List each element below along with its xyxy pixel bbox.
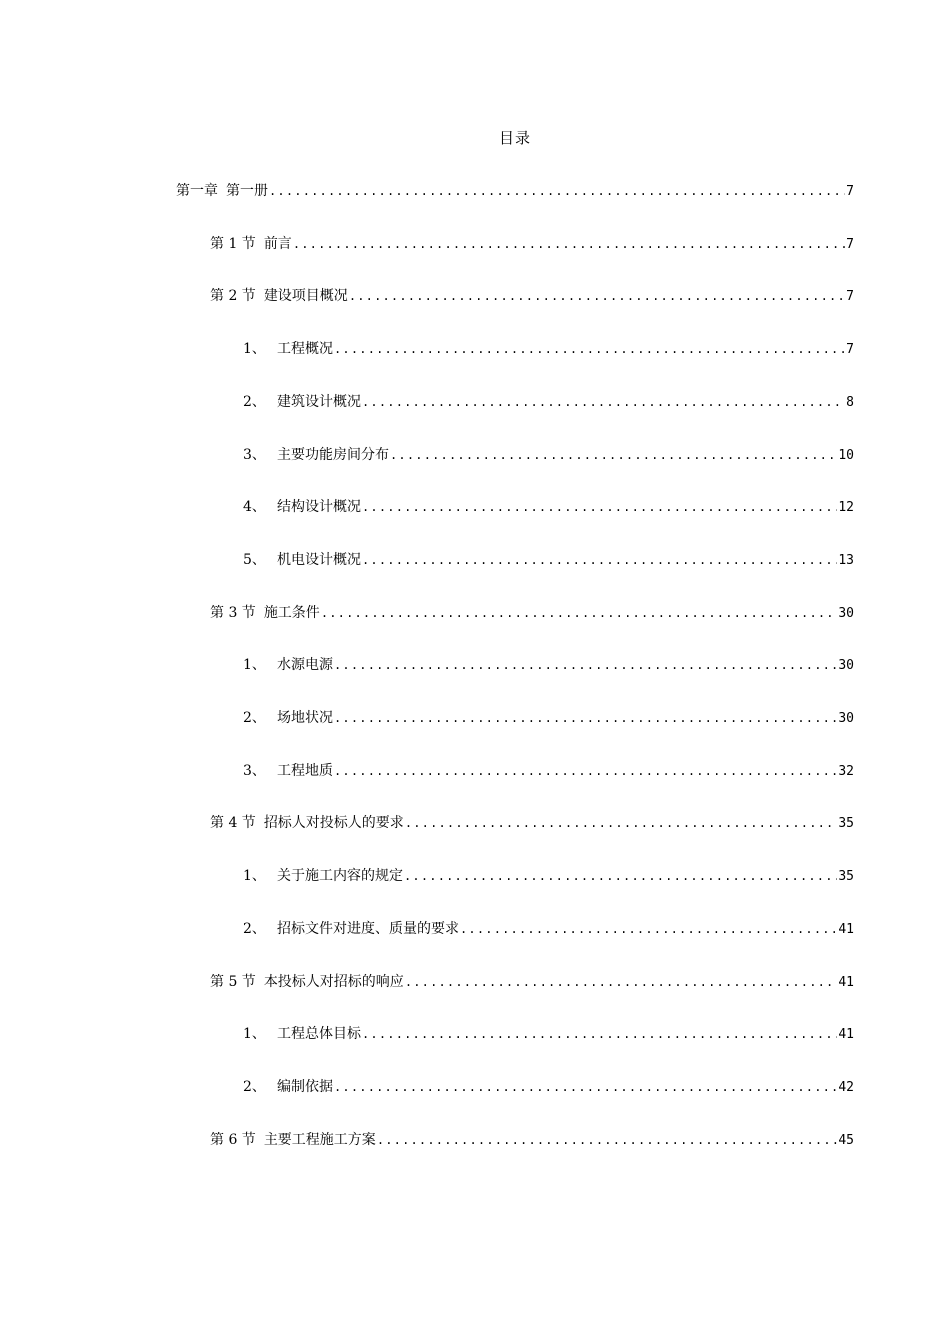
toc-entry[interactable] [210, 233, 854, 255]
toc-entry-number: 5、 [243, 552, 266, 568]
toc-entry[interactable] [210, 1129, 854, 1151]
toc-entry-number: 第 5 节 [210, 974, 256, 990]
toc-entry-title: 工程地质 [277, 763, 333, 779]
toc-entry-title: 主要功能房间分布 [277, 447, 389, 463]
toc-entry[interactable] [210, 971, 854, 993]
toc-page-number: 41 [838, 1027, 854, 1042]
toc-entry-number: 第 6 节 [210, 1132, 256, 1148]
toc-entry-title: 水源电源 [277, 657, 333, 673]
toc-dot-leader [334, 654, 837, 676]
toc-entry[interactable] [243, 654, 854, 676]
toc-page-number: 7 [846, 289, 854, 304]
toc-entry-title: 工程概况 [277, 341, 333, 357]
toc-dot-leader [362, 549, 837, 571]
toc-entry[interactable] [210, 812, 854, 834]
toc-page-number: 30 [838, 658, 854, 673]
toc-entry-number: 1、 [243, 1026, 266, 1042]
toc-page-number: 10 [838, 448, 854, 463]
toc-dot-leader [269, 180, 845, 202]
toc-page-number: 35 [838, 816, 854, 831]
toc-page-number: 41 [838, 922, 854, 937]
toc-page-number: 7 [846, 237, 854, 252]
toc-dot-leader [334, 760, 837, 782]
toc-entry-number: 第 4 节 [210, 815, 256, 831]
toc-dot-leader [362, 391, 845, 413]
toc-entry-number: 第 1 节 [210, 236, 256, 252]
toc-entry-number: 2、 [243, 1079, 266, 1095]
toc-entry-number: 2、 [243, 710, 266, 726]
toc-entry-title: 主要工程施工方案 [263, 1132, 376, 1148]
toc-entry-number: 2、 [243, 394, 266, 410]
toc-entry[interactable] [243, 865, 854, 887]
toc-entry-number: 4、 [243, 499, 266, 515]
toc-dot-leader [460, 918, 837, 940]
toc-entry[interactable] [210, 602, 854, 624]
toc-entry[interactable] [243, 496, 854, 518]
toc-entry-title: 建筑设计概况 [277, 394, 361, 410]
toc-entry-title: 关于施工内容的规定 [277, 868, 403, 884]
toc-entry-title: 前言 [263, 236, 292, 252]
toc-entry-title: 招标人对投标人的要求 [263, 815, 404, 831]
toc-dot-leader [362, 496, 837, 518]
toc-dot-leader [293, 233, 845, 255]
toc-entry-number: 第一章 [176, 183, 218, 199]
toc-entry[interactable] [210, 285, 854, 307]
toc-dot-leader [404, 865, 837, 887]
toc-page-number: 13 [838, 553, 854, 568]
toc-page-number: 41 [838, 975, 854, 990]
toc-page-number: 30 [838, 711, 854, 726]
toc-entry-number: 第 2 节 [210, 288, 256, 304]
toc-entry[interactable] [243, 1076, 854, 1098]
toc-entry-title: 建设项目概况 [263, 288, 348, 304]
toc-entry-title: 工程总体目标 [277, 1026, 361, 1042]
toc-entry-title: 施工条件 [263, 605, 320, 621]
toc-entry-number: 1、 [243, 868, 266, 884]
toc-entry[interactable] [243, 760, 854, 782]
toc-page-number: 45 [838, 1133, 854, 1148]
toc-entry-title: 第一册 [226, 183, 268, 199]
toc-dot-leader [405, 971, 838, 993]
toc-dot-leader [321, 602, 838, 624]
toc-entry-title: 机电设计概况 [277, 552, 361, 568]
toc-dot-leader [334, 1076, 837, 1098]
toc-page-number: 35 [838, 869, 854, 884]
toc-page-number: 30 [838, 606, 854, 621]
toc-entry-title: 场地状况 [277, 710, 333, 726]
toc-dot-leader [405, 812, 838, 834]
toc-title: 目录 [498, 129, 531, 147]
toc-entry-number: 3、 [243, 763, 266, 779]
toc-entry-title: 本投标人对招标的响应 [263, 974, 404, 990]
toc-dot-leader [362, 1023, 837, 1045]
toc-entry[interactable] [243, 1023, 854, 1045]
toc-entry-number: 1、 [243, 341, 266, 357]
toc-page-number: 32 [838, 764, 854, 779]
toc-dot-leader [349, 285, 845, 307]
toc-page-number: 42 [838, 1080, 854, 1095]
toc-entry-title: 结构设计概况 [277, 499, 361, 515]
toc-entry[interactable] [243, 391, 854, 413]
toc-entry[interactable] [243, 338, 854, 360]
toc-entry[interactable] [243, 549, 854, 571]
toc-page-number: 8 [846, 395, 854, 410]
toc-page-number: 7 [846, 342, 854, 357]
toc-entry-number: 3、 [243, 447, 266, 463]
toc-dot-leader [377, 1129, 838, 1151]
toc-page-number: 12 [838, 500, 854, 515]
toc-entry[interactable] [176, 180, 854, 202]
toc-entry-number: 第 3 节 [210, 605, 256, 621]
toc-entry[interactable] [243, 918, 854, 940]
toc-entry[interactable] [243, 707, 854, 729]
toc-entry[interactable] [243, 444, 854, 466]
toc-dot-leader [334, 707, 837, 729]
toc-page-number: 7 [846, 184, 854, 199]
toc-dot-leader [390, 444, 837, 466]
toc-entry-number: 1、 [243, 657, 266, 673]
toc-dot-leader [334, 338, 845, 360]
toc-entry-title: 招标文件对进度、质量的要求 [277, 921, 459, 937]
toc-entry-title: 编制依据 [277, 1079, 333, 1095]
toc-entry-number: 2、 [243, 921, 266, 937]
